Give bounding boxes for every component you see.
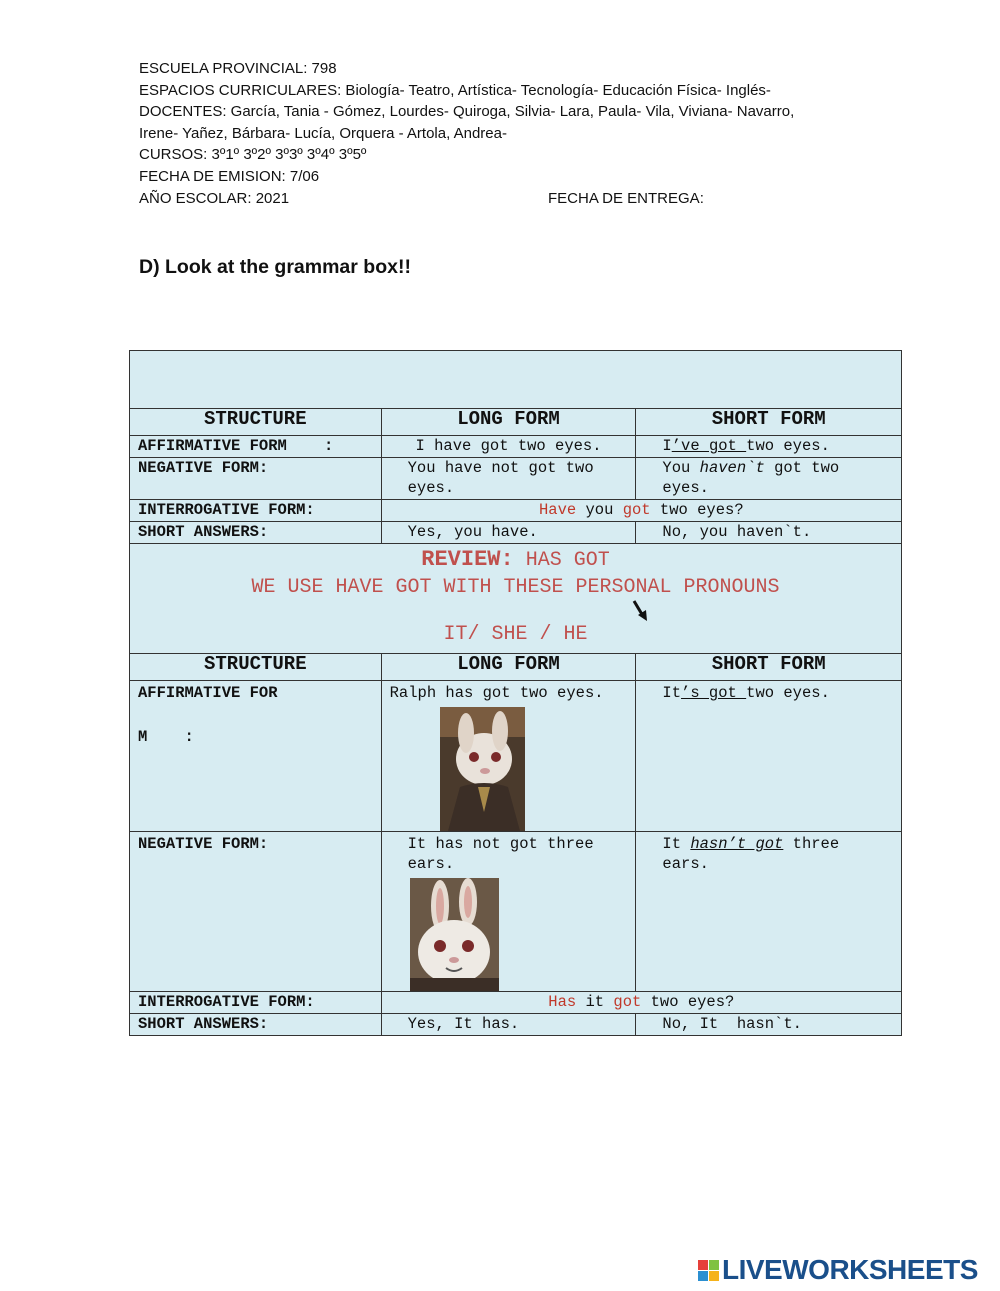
- teachers-line: DOCENTES: García, Tania - Gómez, Lourdes- Quiroga, Silvia- Lara, Paula- Vila, Viviana- Navarro,: [139, 103, 795, 121]
- review-row: [130, 544, 902, 654]
- logo-text: LIVEWORKSHEETS: [722, 1254, 978, 1285]
- school-year-line: [139, 188, 859, 210]
- table1-short-answers-row: [130, 522, 902, 544]
- interrogative-label: INTERROGATIVE FORM:: [130, 500, 382, 522]
- short-answers-label-2: SHORT ANSWERS:: [130, 1014, 382, 1036]
- header-structure-2: STRUCTURE: [130, 654, 382, 681]
- affirmative-long-2: Ralph has got two eyes.: [381, 681, 636, 832]
- rabbit-face-image: [410, 878, 499, 991]
- teachers-line-cont: Irene- Yañez, Bárbara- Lucía, Orquera - Artola, Andrea-: [139, 124, 507, 142]
- header-long-form-2: LONG FORM: [381, 654, 636, 681]
- interrogative-sentence-2: Has it got two eyes?: [381, 992, 901, 1014]
- table2-short-answers-row: [130, 1014, 902, 1036]
- negative-long-2: It has not got three ears.: [381, 832, 636, 992]
- liveworksheets-logo: [698, 1254, 978, 1286]
- short-answer-yes: Yes, you have.: [381, 522, 636, 544]
- affirmative-short-2: It’s got two eyes.: [636, 681, 902, 832]
- issue-date-line: FECHA DE EMISION: 7/06: [139, 167, 320, 185]
- table2-negative-row: [130, 832, 902, 992]
- review-title-line: REVIEW: HAS GOT: [421, 547, 610, 572]
- affirmative-label: AFFIRMATIVE FORM :: [130, 436, 382, 458]
- negative-long: You have not got two eyes.: [381, 458, 636, 500]
- short-answer-no: No, you haven`t.: [636, 522, 902, 544]
- arrow-down-icon: [630, 599, 650, 623]
- negative-short-2: It hasn’t got three ears.: [636, 832, 902, 992]
- table1-interrogative-row: [130, 500, 902, 522]
- affirmative-long: I have got two eyes.: [381, 436, 636, 458]
- table2-header-row: [130, 654, 902, 681]
- table1-header-row: [130, 409, 902, 436]
- rabbit-image: [440, 707, 525, 831]
- negative-short: You haven`t got two eyes.: [636, 458, 902, 500]
- short-answers-label: SHORT ANSWERS:: [130, 522, 382, 544]
- table1-affirmative-row: [130, 436, 902, 458]
- subjects-line: ESPACIOS CURRICULARES: Biología- Teatro, Artística- Tecnología- Educación Física- Inglés-: [139, 81, 771, 99]
- review-box: [130, 544, 902, 654]
- school-year: AÑO ESCOLAR: 2021: [139, 189, 290, 207]
- interrogative-sentence: Have you got two eyes?: [381, 500, 901, 522]
- header-long-form: LONG FORM: [381, 409, 636, 436]
- school-line: ESCUELA PROVINCIAL: 798: [139, 60, 337, 77]
- table1-negative-row: [130, 458, 902, 500]
- header-short-form-2: SHORT FORM: [636, 654, 902, 681]
- negative-label: NEGATIVE FORM:: [130, 458, 382, 500]
- delivery-date-label: FECHA DE ENTREGA:: [548, 189, 704, 207]
- short-answer-no-2: No, It hasn`t.: [636, 1014, 902, 1036]
- header-structure: STRUCTURE: [130, 409, 382, 436]
- table2-affirmative-row: [130, 681, 902, 832]
- pronouns-line: IT/ SHE / HE: [443, 623, 588, 646]
- negative-label-2: NEGATIVE FORM:: [130, 832, 382, 992]
- courses-line: CURSOS: 3º1º 3º2º 3º3º 3º4º 3º5º: [139, 146, 367, 164]
- interrogative-label-2: INTERROGATIVE FORM:: [130, 992, 382, 1014]
- affirmative-label-2: AFFIRMATIVE FOR M :: [130, 681, 382, 832]
- document-header: [139, 58, 859, 209]
- review-rule-line: WE USE HAVE GOT WITH THESE PERSONAL PRONOUNS: [251, 576, 780, 599]
- header-short-form: SHORT FORM: [636, 409, 902, 436]
- empty-top-row: [130, 351, 902, 409]
- logo-squares-icon: [698, 1260, 719, 1281]
- grammar-box: [129, 350, 902, 1036]
- section-title: D) Look at the grammar box!!: [139, 256, 411, 278]
- short-answer-yes-2: Yes, It has.: [381, 1014, 636, 1036]
- table2-interrogative-row: [130, 992, 902, 1014]
- affirmative-short: I’ve got two eyes.: [636, 436, 902, 458]
